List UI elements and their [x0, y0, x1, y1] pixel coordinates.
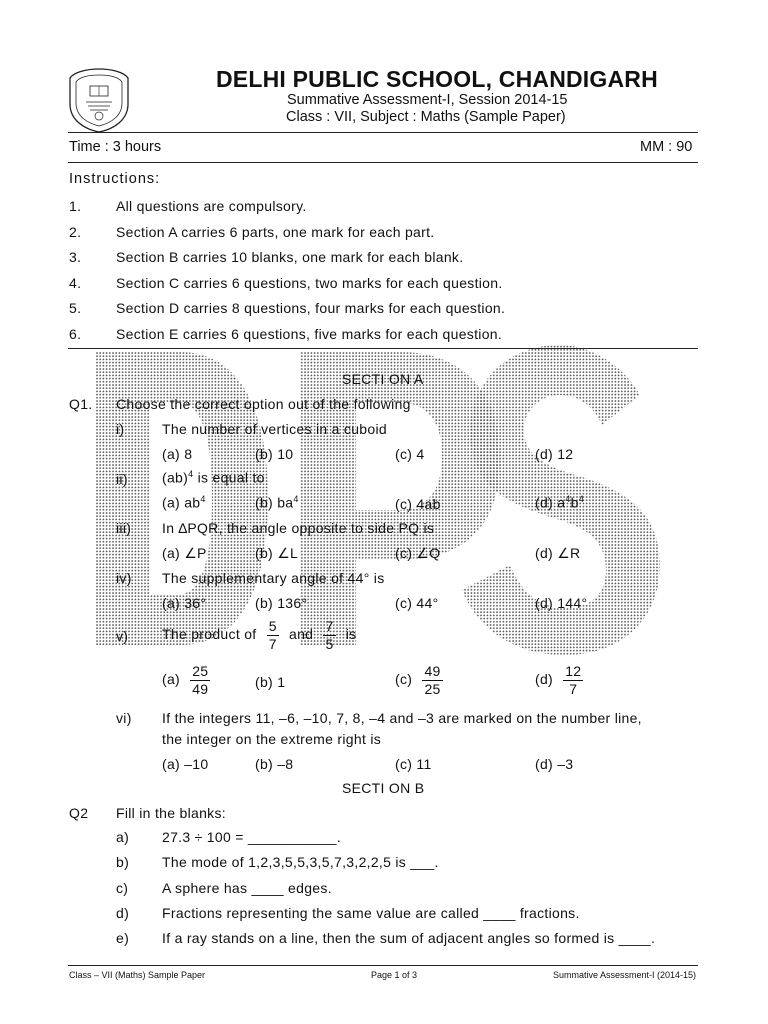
school-name: DELHI PUBLIC SCHOOL, CHANDIGARH: [216, 66, 658, 92]
part-text: The number of vertices in a cuboid: [162, 421, 387, 437]
blank-item-text: 27.3 ÷ 100 = ___________.: [162, 829, 342, 845]
section-b-heading: SECTI ON B: [342, 780, 425, 796]
option-d: (d) –3: [535, 756, 574, 772]
part-number: ii): [116, 471, 128, 487]
blank-item-number: c): [116, 879, 129, 896]
footer-divider: [68, 965, 698, 966]
option-c: (c) $\frac{49}{25}$: [395, 663, 441, 697]
divider: [68, 162, 698, 163]
instruction-text: Section D carries 8 questions, four marks for each question.: [116, 300, 506, 317]
part-text: The supplementary angle of 44° is: [162, 570, 385, 586]
instruction-text: Section C carries 6 questions, two marks for each question.: [116, 274, 503, 291]
maximum-marks: MM : 90: [640, 139, 693, 155]
footer-right: Summative Assessment-I (2014-15): [553, 970, 697, 980]
option-a: (a) –10: [162, 756, 209, 772]
footer-left: Class – VII (Maths) Sample Paper: [69, 970, 206, 980]
school-logo: [66, 66, 132, 134]
option-b: (b) 1: [255, 674, 286, 690]
option-b: (b) –8: [255, 756, 294, 772]
instruction-number: 3.: [69, 249, 82, 266]
instruction-number: 4.: [69, 274, 82, 291]
blank-item-text: If a ray stands on a line, then the sum of adjacent angles so formed is ____.: [162, 930, 656, 947]
instructions-heading: Instructions:: [69, 171, 161, 187]
blank-item-text: A sphere has ____ edges.: [162, 879, 332, 896]
option-c: (c) 11: [395, 756, 432, 772]
instruction-text: Section B carries 10 blanks, one mark for each blank.: [116, 249, 464, 266]
option-b: (b) ∠L: [255, 545, 299, 561]
question-text: Choose the correct option out of the following: [116, 396, 411, 412]
part-text: (ab)$^4$ is equal to: [162, 469, 265, 486]
instruction-number: 2.: [69, 223, 82, 240]
option-a: (a) $\frac{25}{49}$: [162, 663, 209, 697]
blank-item-text: Fractions representing the same value are called ____ fractions.: [162, 904, 580, 921]
blank-item-number: b): [116, 854, 130, 871]
instruction-number: 5.: [69, 300, 82, 317]
instruction-text: Section A carries 6 parts, one mark for each part.: [116, 223, 435, 240]
option-d: (d) 12: [535, 446, 574, 462]
part-number: vi): [116, 710, 132, 726]
part-number: i): [116, 421, 125, 437]
part-number: v): [116, 628, 129, 644]
part-number: iv): [116, 570, 132, 586]
option-c: (c) ∠Q: [395, 545, 441, 561]
blank-item-number: a): [116, 829, 130, 845]
option-a: (a) $ab^4$: [162, 494, 206, 511]
option-c: (c) 4: [395, 446, 425, 462]
option-a: (a) 8: [162, 446, 193, 462]
question-number: Q1.: [69, 396, 93, 412]
instruction-text: Section E carries 6 questions, five marks for each question.: [116, 326, 503, 342]
divider: [68, 348, 698, 349]
section-a-heading: SECTI ON A: [342, 371, 424, 387]
instruction-number: 1.: [69, 198, 82, 214]
option-b: (b) 136°: [255, 595, 308, 611]
option-c: (c) 4ab: [395, 496, 441, 512]
option-b: (b) $ba^4$: [255, 494, 299, 511]
page-number: Page 1 of 3: [371, 970, 418, 980]
assessment-line: Summative Assessment-I, Session 2014-15: [287, 92, 568, 108]
instruction-number: 6.: [69, 326, 82, 342]
part-text-continued: the integer on the extreme right is: [162, 731, 382, 747]
option-b: (b) 10: [255, 446, 294, 462]
part-number: iii): [116, 520, 132, 536]
option-d: (d) $a^4b^4$: [535, 494, 585, 511]
class-subject-line: Class : VII, Subject : Maths (Sample Paper): [286, 109, 566, 125]
divider: [68, 132, 698, 133]
part-text: In ∆PQR, the angle opposite to side PQ is: [162, 520, 435, 536]
option-d: (d) ∠R: [535, 545, 581, 561]
option-d: (d) $\frac{12}{7}$: [535, 663, 582, 697]
question-text: Fill in the blanks:: [116, 805, 226, 821]
question-number: Q2: [69, 805, 89, 821]
part-text: If the integers 11, –6, –10, 7, 8, –4 and –3 are marked on the number line,: [162, 710, 642, 726]
part-text: The product of $\frac{5}{7}$ and $\frac{7}{5}$ is: [162, 618, 357, 652]
blank-item-number: e): [116, 930, 130, 947]
option-a: (a) 36°: [162, 595, 207, 611]
option-a: (a) ∠P: [162, 545, 207, 561]
blank-item-text: The mode of 1,2,3,5,5,3,5,7,3,2,2,5 is ___.: [162, 854, 439, 871]
instruction-text: All questions are compulsory.: [116, 198, 307, 214]
time-allowed: Time : 3 hours: [69, 139, 162, 155]
option-d: (d) 144°: [535, 595, 588, 611]
option-c: (c) 44°: [395, 595, 439, 611]
blank-item-number: d): [116, 904, 130, 921]
